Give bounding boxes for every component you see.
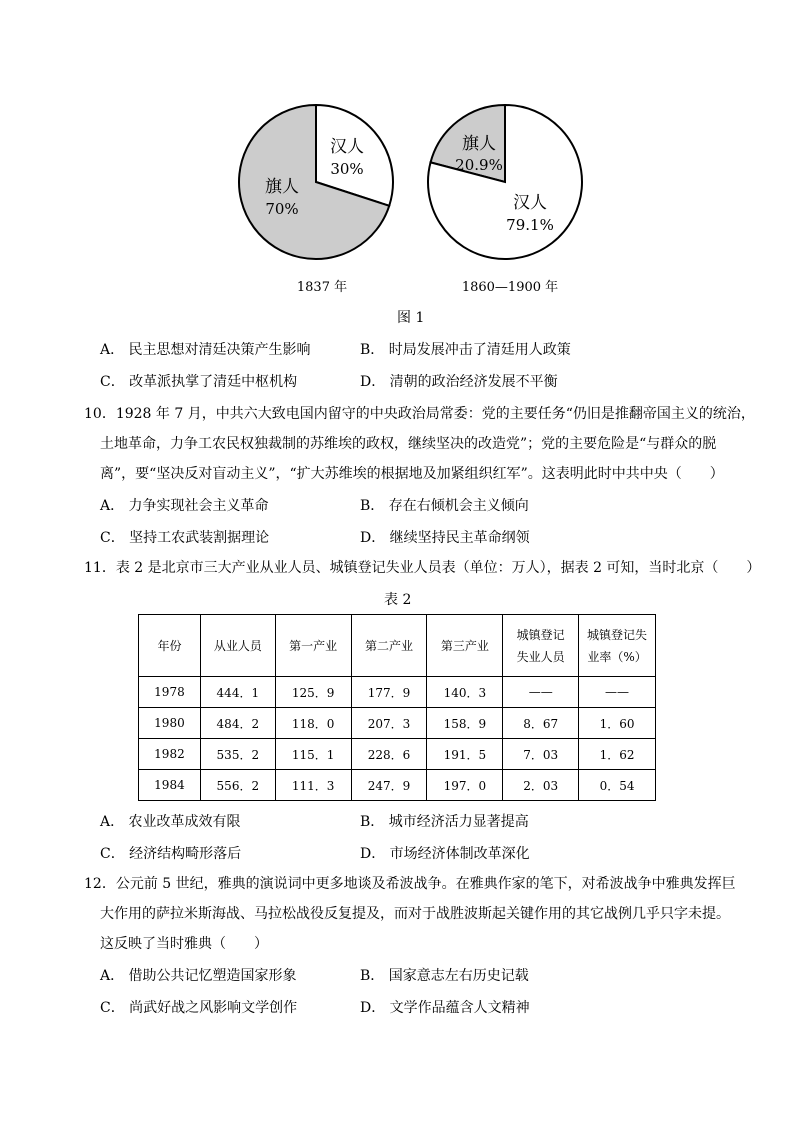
figure1-pies: [0, 0, 794, 330]
q12-option-a: A． 借助公共记忆塑造国家形象: [100, 968, 297, 984]
header-rate-line1: 城镇登记失: [587, 627, 648, 642]
header-year: 年份: [139, 615, 201, 677]
pie2-year-label: 1860—1900 年: [461, 280, 559, 295]
pie2-slice1-name: 旗人: [462, 134, 496, 154]
header-unemployed: [503, 615, 579, 677]
table-cell: ——: [579, 677, 656, 708]
employment-table: [138, 614, 656, 801]
table-cell: ——: [503, 677, 579, 708]
table-cell: 197．0: [427, 770, 503, 801]
table-cell: 140．3: [427, 677, 503, 708]
table-cell: 207．3: [351, 708, 427, 739]
header-primary: 第一产业: [275, 615, 351, 677]
q10-option-d: D． 继续坚持民主革命纲领: [360, 530, 530, 546]
q10-option-b: B． 存在右倾机会主义倾向: [360, 498, 529, 514]
q12-option-d: D． 文学作品蕴含人文精神: [360, 1000, 530, 1016]
table-cell: 2．03: [503, 770, 579, 801]
table-cell: 1．60: [579, 708, 656, 739]
q10-line1: 10．1928 年 7 月，中共六大致电国内留守的中央政治局常委：党的主要任务“仍旧是推翻帝国主义的统治，: [84, 406, 755, 422]
pie1-slice1-percent: 30%: [330, 160, 364, 178]
figure-caption: 图 1: [397, 310, 425, 326]
pie2-slice2-name: 汉人: [513, 193, 547, 213]
header-tertiary: 第三产业: [427, 615, 503, 677]
pie1-slice1-name: 汉人: [330, 137, 364, 157]
table-cell: 484．2: [200, 708, 275, 739]
q11-option-d: D． 市场经济体制改革深化: [360, 846, 530, 862]
q12-line3: 这反映了当时雅典（ ）: [100, 936, 268, 952]
table-row: [139, 770, 656, 801]
table-cell: 118．0: [275, 708, 351, 739]
table-cell: 1982: [139, 739, 201, 770]
pie1-slice2-percent: 70%: [265, 200, 299, 218]
q9-option-a: A． 民主思想对清廷决策产生影响: [100, 342, 311, 358]
header-unemployed-line2: 失业人员: [516, 649, 565, 664]
q11-line1: 11．表 2 是北京市三大产业从业人员、城镇登记失业人员表（单位：万人），据表 2 可知，当时北京（ ）: [84, 560, 761, 576]
pie-1860-1900: [428, 105, 582, 259]
header-secondary: 第二产业: [351, 615, 427, 677]
pie-1837: [239, 105, 393, 259]
table-cell: 191．5: [427, 739, 503, 770]
table-cell: 8．67: [503, 708, 579, 739]
q11-option-b: B． 城市经济活力显著提高: [360, 814, 529, 830]
table-cell: 1．62: [579, 739, 656, 770]
table-cell: 556．2: [200, 770, 275, 801]
pie2-slice1-percent: 20.9%: [455, 156, 503, 174]
table-cell: 125．9: [275, 677, 351, 708]
table-cell: 1984: [139, 770, 201, 801]
table-row: [139, 677, 656, 708]
q9-option-d: D． 清朝的政治经济发展不平衡: [360, 374, 558, 390]
q12-option-b: B． 国家意志左右历史记载: [360, 968, 529, 984]
header-unemployed-line1: 城镇登记: [516, 627, 565, 642]
pie2-slice2-percent: 79.1%: [506, 216, 554, 234]
header-unemployment-rate: [579, 615, 656, 677]
q10-option-c: C． 坚持工农武装割据理论: [100, 530, 270, 546]
table-cell: 158．9: [427, 708, 503, 739]
pie1-year-label: 1837 年: [296, 280, 348, 295]
q11-option-c: C． 经济结构畸形落后: [100, 846, 242, 862]
table-row: [139, 739, 656, 770]
table-cell: 7．03: [503, 739, 579, 770]
q12-line2: 大作用的萨拉米斯海战、马拉松战役反复提及，而对于战胜波斯起关键作用的其它战例几乎只字未提。: [100, 906, 730, 922]
q12-option-c: C． 尚武好战之风影响文学创作: [100, 1000, 298, 1016]
q10-line2: 土地革命，力争工农民权独裁制的苏维埃的政权，继续坚决的改造党”；党的主要危险是“与群众的脱: [100, 436, 717, 452]
q9-option-c: C． 改革派执掌了清廷中枢机构: [100, 374, 298, 390]
table-row: [139, 708, 656, 739]
table-cell: 535．2: [200, 739, 275, 770]
table-header-row: [139, 615, 656, 677]
table-cell: 111．3: [275, 770, 351, 801]
table-cell: 228．6: [351, 739, 427, 770]
pie1-slice2-name: 旗人: [265, 177, 299, 197]
table-caption: 表 2: [384, 592, 412, 608]
q11-option-a: A． 农业改革成效有限: [100, 814, 241, 830]
q12-line1: 12．公元前 5 世纪，雅典的演说词中更多地谈及希波战争。在雅典作家的笔下，对希波战争中雅典发挥巨: [84, 876, 736, 892]
header-employed: 从业人员: [200, 615, 275, 677]
header-rate-line2: 业率（%）: [587, 649, 647, 664]
table-cell: 115．1: [275, 739, 351, 770]
table-cell: 177．9: [351, 677, 427, 708]
table-cell: 1980: [139, 708, 201, 739]
table-cell: 247．9: [351, 770, 427, 801]
table-cell: 444．1: [200, 677, 275, 708]
table-cell: 0．54: [579, 770, 656, 801]
q9-option-b: B． 时局发展冲击了清廷用人政策: [360, 342, 571, 358]
table-cell: 1978: [139, 677, 201, 708]
q10-line3: 离”，要“坚决反对盲动主义”，“扩大苏维埃的根据地及加紧组织红军”。这表明此时中共中央（ ）: [100, 466, 724, 482]
q10-option-a: A． 力争实现社会主义革命: [100, 498, 269, 514]
